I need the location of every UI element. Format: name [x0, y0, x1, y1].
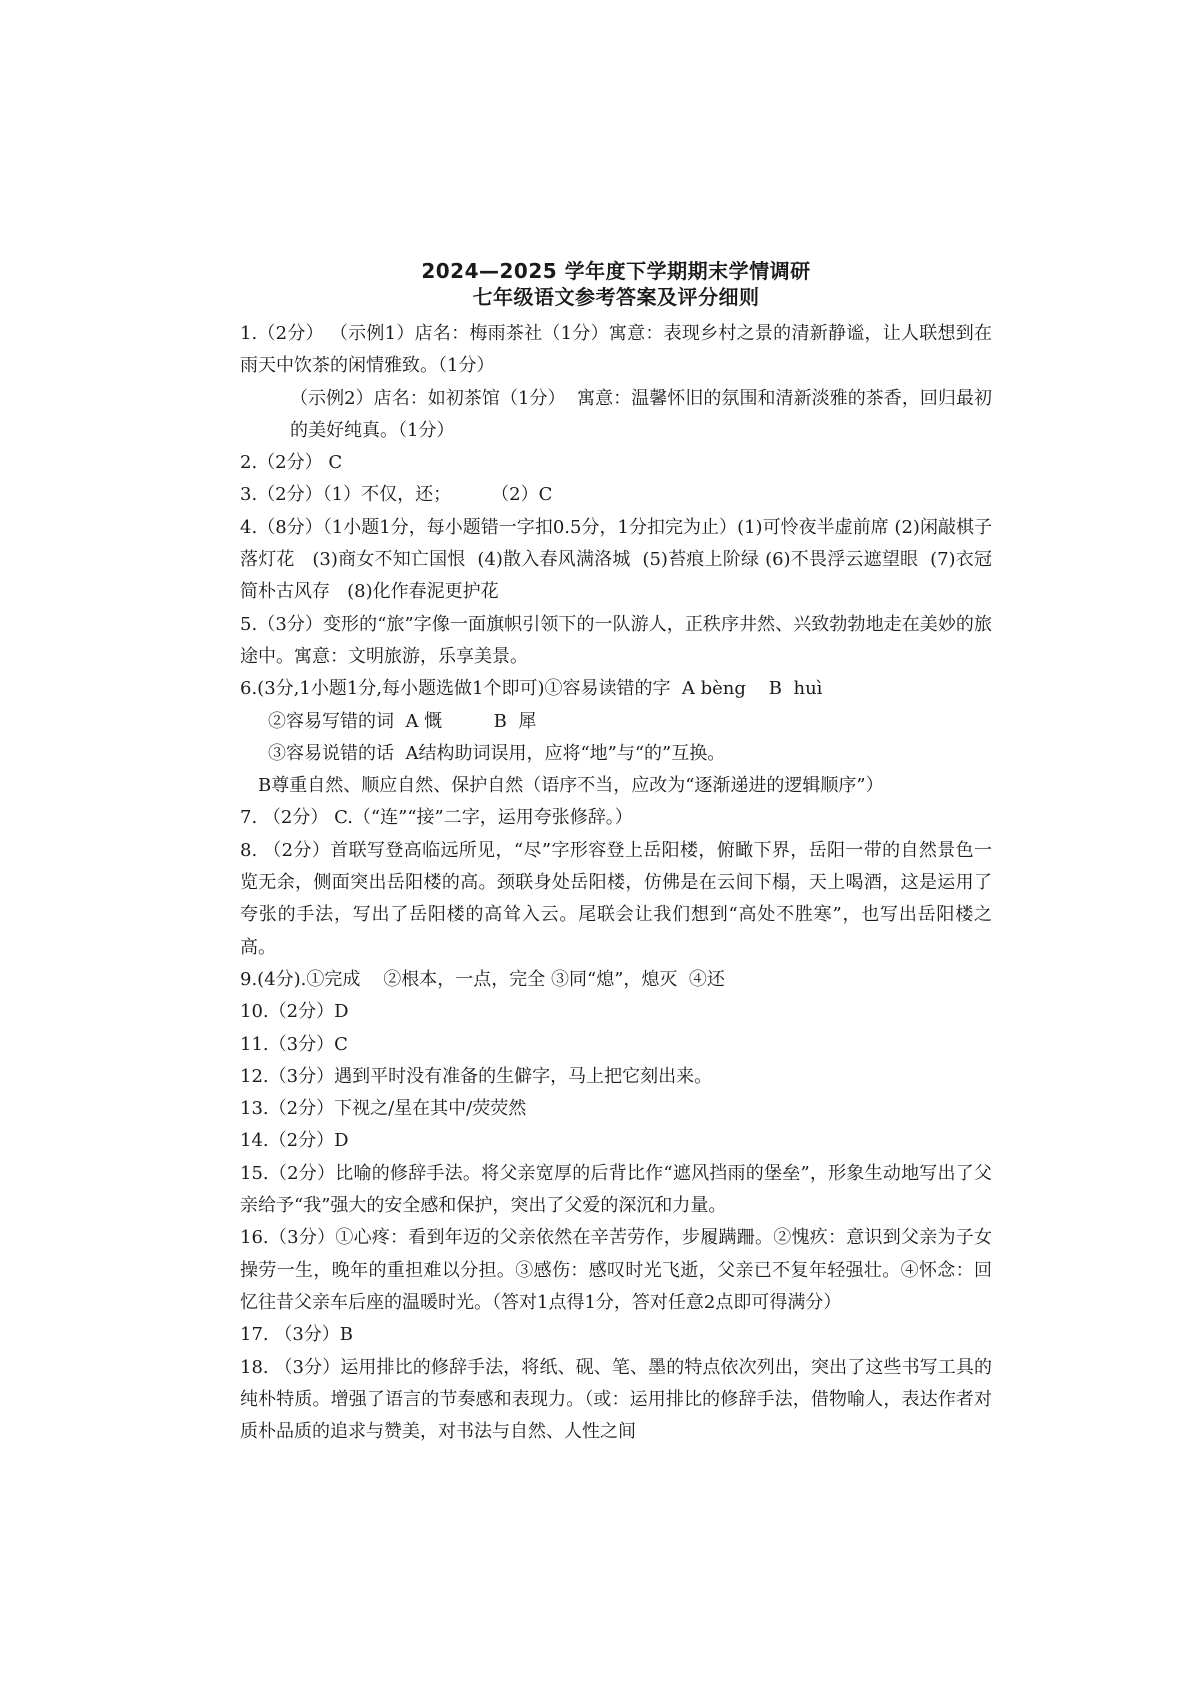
- answer-sheet: [240, 258, 992, 1448]
- answer-6-part-2: ②容易写错的词 A 慨 B 犀: [268, 710, 537, 732]
- answer-17: 17. （3分）B: [240, 1324, 354, 1346]
- answer-5: 5.（3分）变形的“旅”字像一面旗帜引领下的一队游人，正秩序井然、兴致勃勃地走在美妙的旅途中。寓意：文明旅游，乐享美景。: [240, 613, 992, 667]
- answer-18: 18. （3分）运用排比的修辞手法，将纸、砚、笔、墨的特点依次列出，突出了这些书写工具的纯朴特质。增强了语言的节奏感和表现力。（或：运用排比的修辞手法，借物喻人，表达作者对质朴品质的追求与赞美，对书法与自然、人性之间: [240, 1356, 992, 1443]
- answer-12: 12.（3分）遇到平时没有准备的生僻字，马上把它刻出来。: [240, 1065, 713, 1087]
- answer-7: 7. （2分） C.（“连”“接”二字，运用夸张修辞。）: [240, 807, 633, 829]
- answer-4: 4.（8分）（1小题1分，每小题错一字扣0.5分，1分扣完为止）(1)可怜夜半虚前席 (2)闲敲棋子落灯花 (3)商女不知亡国恨 (4)散入春风满洛城 (5)苔痕上阶绿 (6)不畏浮云遮望眼 (7)衣冠简朴古风存 (8)化作春泥更护花: [240, 516, 992, 603]
- answer-2: 2.（2分） C: [240, 452, 343, 474]
- answer-6-part-3: ③容易说错的话 A结构助词误用，应将“地”与“的”互换。: [268, 742, 726, 764]
- document-subtitle: 七年级语文参考答案及评分细则: [472, 285, 760, 309]
- answer-14: 14.（2分）D: [240, 1130, 349, 1152]
- document-title: 2024—2025 学年度下学期期末学情调研: [421, 259, 811, 283]
- answer-1: 1.（2分） （示例1）店名：梅雨茶社（1分）寓意：表现乡村之景的清新静谧，让人联想到在雨天中饮茶的闲情雅致。（1分）: [240, 323, 992, 377]
- answer-8: 8. （2分）首联写登高临远所见，“尽”字形容登上岳阳楼，俯瞰下界，岳阳一带的自然景色一览无余，侧面突出岳阳楼的高。颈联身处岳阳楼，仿佛是在云间下榻，天上喝酒，这是运用了夸张的手法，写出了岳阳楼的高耸入云。尾联会让我们想到“高处不胜寒”，也写出岳阳楼之高。: [240, 839, 992, 958]
- answer-15: 15.（2分）比喻的修辞手法。将父亲宽厚的后背比作“遮风挡雨的堡垒”，形象生动地写出了父亲给予“我”强大的安全感和保护，突出了父爱的深沉和力量。: [240, 1162, 992, 1217]
- answer-13: 13.（2分）下视之/星在其中/荧荧然: [240, 1098, 527, 1120]
- answer-11: 11.（3分）C: [240, 1033, 348, 1055]
- answer-3: 3.（2分）（1）不仅，还； （2）C: [240, 484, 553, 506]
- answer-9: 9.(4分).①完成 ②根本，一点，完全 ③同“熄”，熄灭 ④还: [240, 968, 725, 990]
- answer-10: 10.（2分）D: [240, 1001, 349, 1023]
- answer-1-example-2: （示例2）店名：如初茶馆（1分） 寓意：温馨怀旧的氛围和清新淡雅的茶香，回归最初的美好纯真。（1分）: [290, 387, 992, 441]
- answer-6: 6.(3分,1小题1分,每小题选做1个即可)①容易读错的字 A bèng B huì: [240, 678, 823, 700]
- answer-6-part-3b: B尊重自然、顺应自然、保护自然（语序不当，应改为“逐渐递进的逻辑顺序”）: [258, 775, 884, 797]
- answer-16: 16.（3分）①心疼：看到年迈的父亲依然在辛苦劳作，步履蹒跚。②愧疚：意识到父亲为子女操劳一生，晚年的重担难以分担。③感伤：感叹时光飞逝，父亲已不复年轻强壮。④怀念：回忆往昔父亲车后座的温暖时光。（答对1点得1分，答对任意2点即可得满分）: [240, 1227, 992, 1313]
